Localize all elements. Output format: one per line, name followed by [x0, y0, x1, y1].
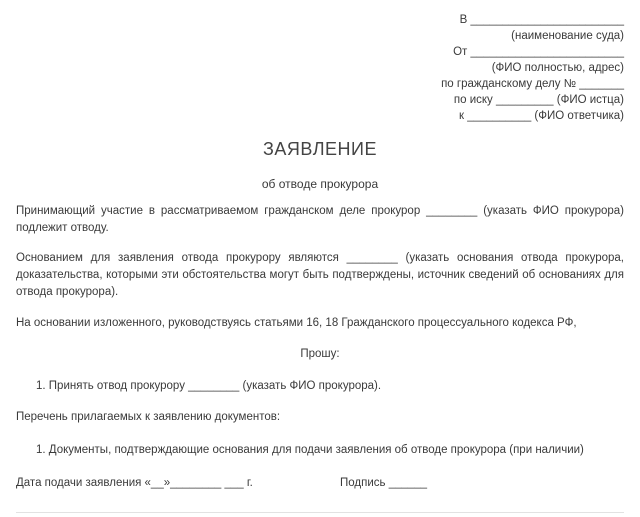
- paragraph-legal-basis: На основании изложенного, руководствуясь статьями 16, 18 Гражданского процессуального кодекса РФ,: [16, 317, 577, 329]
- attachment-item: 1. Документы, подтверждающие основания для подачи заявления об отводе прокурора (при наличии): [36, 444, 584, 456]
- applicant-line: От ________________________: [453, 46, 624, 58]
- request-item: 1. Принять отвод прокурору ________ (указать ФИО прокурора).: [36, 380, 382, 392]
- case-number-line: по гражданскому делу № _______: [441, 78, 624, 90]
- attachments-heading: Перечень прилагаемых к заявлению документов:: [16, 411, 281, 423]
- applicant-hint: (ФИО полностью, адрес): [491, 62, 624, 74]
- court-line: В ________________________: [459, 14, 624, 26]
- signature-line: Подпись ______: [340, 477, 428, 489]
- bottom-divider: [16, 512, 624, 513]
- plaintiff-line: по иску _________ (ФИО истца): [453, 94, 624, 106]
- court-name-hint: (наименование суда): [511, 30, 624, 42]
- request-heading: Прошу:: [300, 348, 340, 360]
- defendant-line: к __________ (ФИО ответчика): [459, 110, 624, 122]
- paragraph-grounds: Основанием для заявления отвода прокурору являются ________ (указать основания отвода прокурора, доказательства, которыми эти обстоятельства могут быть подтверждены, источник сведений об основаниях для отвода прокурора).: [16, 252, 624, 298]
- date-line: Дата подачи заявления «__»________ ___ г.: [16, 477, 253, 489]
- document-subtitle: об отводе прокурора: [261, 177, 379, 191]
- paragraph-prosecutor: Принимающий участие в рассматриваемом гражданском деле прокурор ________ (указать ФИО прокурора) подлежит отводу.: [16, 205, 624, 234]
- document-title: ЗАЯВЛЕНИЕ: [263, 139, 377, 159]
